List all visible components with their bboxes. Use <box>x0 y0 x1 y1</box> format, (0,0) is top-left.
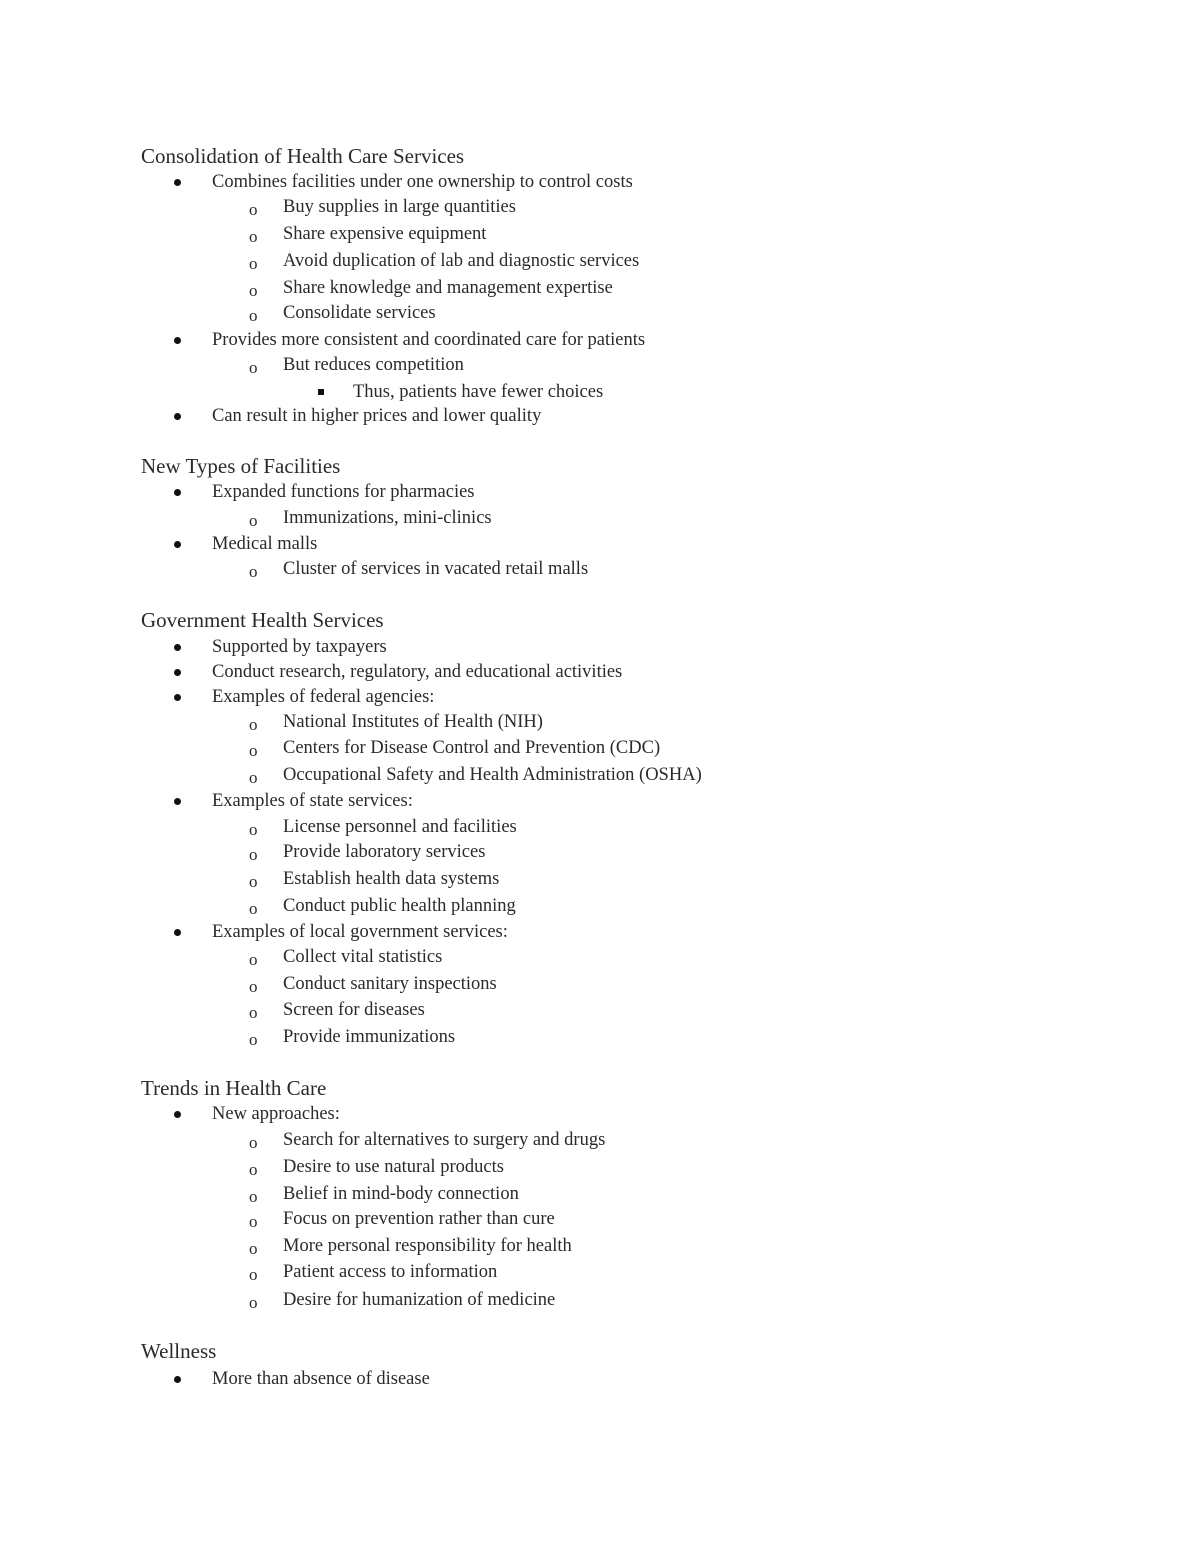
list-item-level-2: Conduct sanitary inspections <box>283 974 497 994</box>
list-item-level-2: Provide immunizations <box>283 1027 456 1047</box>
disc-bullet-icon <box>174 1376 181 1383</box>
list-item-level-1: Medical malls <box>212 534 318 554</box>
circle-bullet-icon: o <box>249 306 258 325</box>
list-item-level-1: Examples of local government services: <box>212 922 508 942</box>
list-item-level-2: Desire for humanization of medicine <box>283 1290 556 1310</box>
list-item-level-2: Consolidate services <box>283 303 436 323</box>
disc-bullet-icon <box>174 694 181 701</box>
list-item-level-2: Conduct public health planning <box>283 896 516 916</box>
circle-bullet-icon: o <box>249 511 258 530</box>
list-item-level-2: Occupational Safety and Health Administration (OSHA) <box>283 765 702 785</box>
circle-bullet-icon: o <box>249 562 258 581</box>
list-item-level-2: Belief in mind-body connection <box>283 1184 519 1204</box>
disc-bullet-icon <box>174 337 181 344</box>
list-item-level-1: Can result in higher prices and lower quality <box>212 406 542 426</box>
list-item-level-2: Avoid duplication of lab and diagnostic services <box>283 251 640 271</box>
list-item-level-2: License personnel and facilities <box>283 817 517 837</box>
circle-bullet-icon: o <box>249 1030 258 1049</box>
list-item-level-1: Conduct research, regulatory, and educational activities <box>212 662 623 682</box>
disc-bullet-icon <box>174 669 181 676</box>
section-heading: Consolidation of Health Care Services <box>141 144 465 168</box>
list-item-level-2: Centers for Disease Control and Prevention (CDC) <box>283 738 661 758</box>
list-item-level-1: Combines facilities under one ownership to control costs <box>212 172 633 192</box>
circle-bullet-icon: o <box>249 768 258 787</box>
list-item-level-2: Screen for diseases <box>283 1000 425 1020</box>
circle-bullet-icon: o <box>249 1239 258 1258</box>
list-item-level-2: More personal responsibility for health <box>283 1236 572 1256</box>
list-item-level-1: Supported by taxpayers <box>212 637 387 657</box>
section-heading: Government Health Services <box>141 608 384 632</box>
section-heading: Wellness <box>141 1339 217 1363</box>
circle-bullet-icon: o <box>249 977 258 996</box>
circle-bullet-icon: o <box>249 820 258 839</box>
list-item-level-2: But reduces competition <box>283 355 464 375</box>
circle-bullet-icon: o <box>249 741 258 760</box>
circle-bullet-icon: o <box>249 254 258 273</box>
list-item-level-2: Buy supplies in large quantities <box>283 197 516 217</box>
disc-bullet-icon <box>174 489 181 496</box>
list-item-level-1: More than absence of disease <box>212 1369 430 1389</box>
disc-bullet-icon <box>174 179 181 186</box>
disc-bullet-icon <box>174 644 181 651</box>
list-item-level-2: Search for alternatives to surgery and drugs <box>283 1130 606 1150</box>
circle-bullet-icon: o <box>249 281 258 300</box>
list-item-level-2: Establish health data systems <box>283 869 500 889</box>
circle-bullet-icon: o <box>249 715 258 734</box>
section-heading: Trends in Health Care <box>141 1076 327 1100</box>
section-heading: New Types of Facilities <box>141 454 341 478</box>
list-item-level-1: Examples of state services: <box>212 791 413 811</box>
disc-bullet-icon <box>174 929 181 936</box>
circle-bullet-icon: o <box>249 1160 258 1179</box>
circle-bullet-icon: o <box>249 1293 258 1312</box>
disc-bullet-icon <box>174 1111 181 1118</box>
circle-bullet-icon: o <box>249 200 258 219</box>
list-item-level-2: Provide laboratory services <box>283 842 486 862</box>
list-item-level-1: Expanded functions for pharmacies <box>212 482 475 502</box>
circle-bullet-icon: o <box>249 872 258 891</box>
disc-bullet-icon <box>174 541 181 548</box>
list-item-level-1: Examples of federal agencies: <box>212 687 435 707</box>
list-item-level-2: Focus on prevention rather than cure <box>283 1209 555 1229</box>
list-item-level-3: Thus, patients have fewer choices <box>353 382 604 402</box>
circle-bullet-icon: o <box>249 1265 258 1284</box>
circle-bullet-icon: o <box>249 227 258 246</box>
circle-bullet-icon: o <box>249 1187 258 1206</box>
list-item-level-2: Patient access to information <box>283 1262 498 1282</box>
list-item-level-2: Cluster of services in vacated retail malls <box>283 559 589 579</box>
list-item-level-2: Immunizations, mini-clinics <box>283 508 492 528</box>
circle-bullet-icon: o <box>249 1212 258 1231</box>
disc-bullet-icon <box>174 798 181 805</box>
circle-bullet-icon: o <box>249 358 258 377</box>
disc-bullet-icon <box>174 413 181 420</box>
list-item-level-2: National Institutes of Health (NIH) <box>283 712 543 732</box>
circle-bullet-icon: o <box>249 1133 258 1152</box>
list-item-level-1: New approaches: <box>212 1104 340 1124</box>
circle-bullet-icon: o <box>249 845 258 864</box>
list-item-level-2: Desire to use natural products <box>283 1157 504 1177</box>
list-item-level-1: Provides more consistent and coordinated care for patients <box>212 330 646 350</box>
list-item-level-2: Share knowledge and management expertise <box>283 278 613 298</box>
square-bullet-icon <box>318 389 324 395</box>
circle-bullet-icon: o <box>249 899 258 918</box>
list-item-level-2: Share expensive equipment <box>283 224 487 244</box>
circle-bullet-icon: o <box>249 1003 258 1022</box>
list-item-level-2: Collect vital statistics <box>283 947 443 967</box>
circle-bullet-icon: o <box>249 950 258 969</box>
